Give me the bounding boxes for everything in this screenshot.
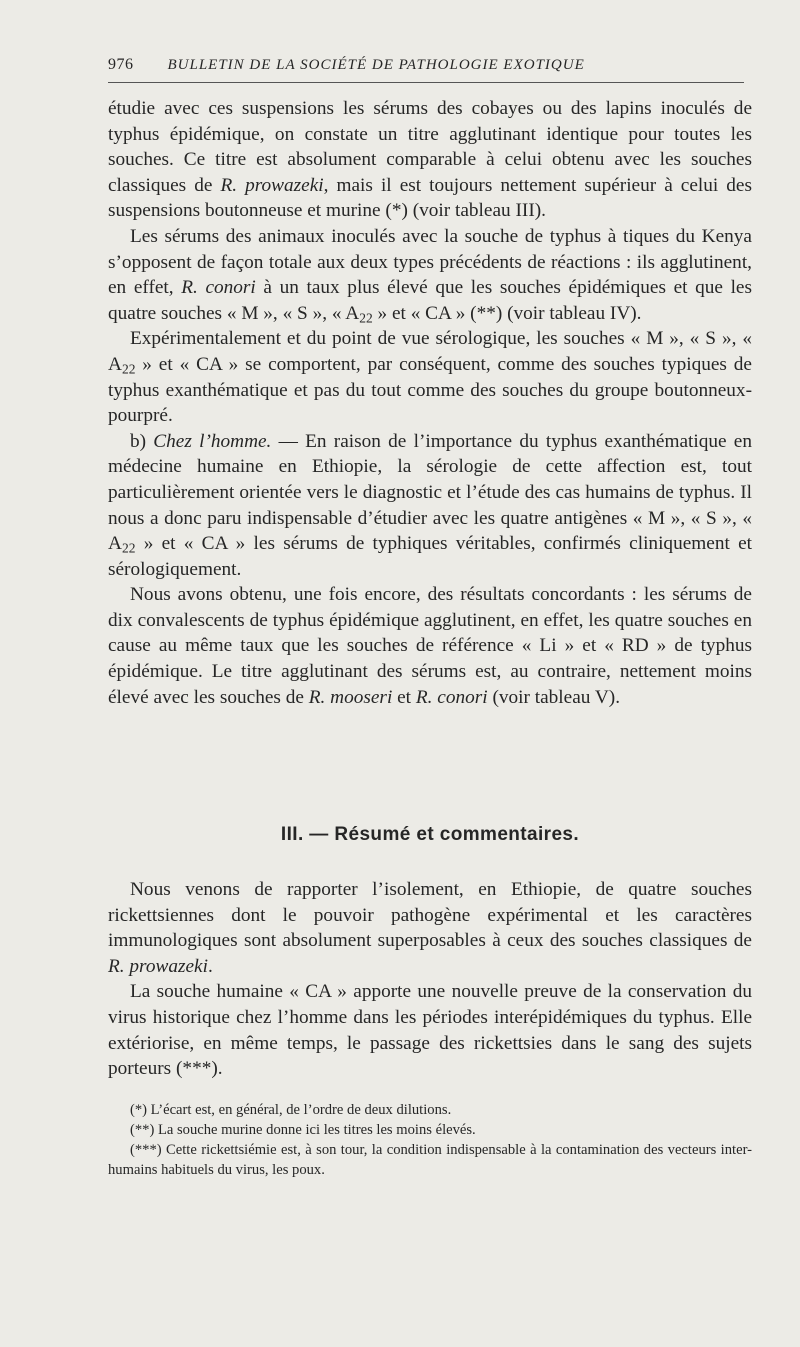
subscript-run: 22 bbox=[121, 361, 136, 377]
paragraph: b) Chez l’homme. — En raison de l’importance du typhus exanthématique en médecine humaine en Ethiopie, la sérologie de cette affection est, tout particulièrement orientée vers le diagnostic et l’étude des cas humains de typhus. Il nous a donc paru indispensable d’étudier avec les quatre antigènes « M », « S », « $A_{22}$ » et « CA » les sérums de typhiques véritables, confirmés cliniquement et sérologiquement. bbox=[108, 430, 752, 580]
italic-run: R. conori bbox=[415, 686, 488, 708]
subscript-run: 22 bbox=[121, 540, 136, 556]
header-rule bbox=[108, 82, 744, 83]
italic-run: Chez l’homme. bbox=[153, 430, 272, 452]
page-number: 976 bbox=[108, 56, 134, 73]
body-text bbox=[108, 96, 752, 710]
italic-run: R. mooseri bbox=[308, 686, 393, 708]
italic-run: R. prowazeki bbox=[108, 955, 208, 977]
footnote: (***) Cette rickettsiémie est, à son tour, la condition indispensable à la contamination des vecteurs inter-humains habituels du virus, les poux. bbox=[108, 1142, 752, 1178]
italic-run: R. prowazeki bbox=[220, 174, 324, 196]
footnotes bbox=[108, 1100, 752, 1180]
section-heading: III. — Résumé et commentaires. bbox=[280, 824, 580, 845]
paragraph: Expérimentalement et du point de vue sérologique, les souches « M », « S », « $A_{22}$ » et « CA » se comportent, par conséquent, comme des souches typiques de typhus exanthématique et pas du tout comme des souches du groupe boutonneux-pourpré. bbox=[108, 328, 752, 427]
journal-title: BULLETIN DE LA SOCIÉTÉ DE PATHOLOGIE EXOTIQUE bbox=[167, 57, 585, 73]
running-header bbox=[108, 56, 744, 74]
paragraph: Nous avons obtenu, une fois encore, des résultats concordants : les sérums de dix convalescents de typhus épidémique agglutinent, en effet, les quatre souches en cause au même taux que les souches de référence « Li » et « RD » de typhus épidémique. Le titre agglutinant des sérums est, au contraire, nettement moins élevé avec les souches de R. mooseri et R. conori (voir tableau V). bbox=[108, 584, 752, 708]
italic-run: R. conori bbox=[181, 277, 256, 299]
paragraph: La souche humaine « CA » apporte une nouvelle preuve de la conservation du virus historique chez l’homme dans les périodes interépidémiques du typhus. Elle extériorise, en même temps, le passage des rickettsies dans le sang des sujets porteurs (***). bbox=[108, 981, 752, 1080]
paragraph: Nous venons de rapporter l’isolement, en Ethiopie, de quatre souches rickettsiennes dont le pouvoir pathogène expérimental et les caractères immunologiques sont absolument superposables à ceux des souches classiques de R. prowazeki. bbox=[108, 879, 752, 977]
footnote: (*) L’écart est, en général, de l’ordre de deux dilutions. bbox=[130, 1102, 452, 1118]
footnote: (**) La souche murine donne ici les titres les moins élevés. bbox=[130, 1122, 476, 1138]
subscript-run: 22 bbox=[359, 310, 373, 326]
summary-text bbox=[108, 877, 752, 1082]
paragraph: Les sérums des animaux inoculés avec la souche de typhus à tiques du Kenya s’opposent de façon totale aux deux types précédents de réactions : ils agglutinent, en effet, R. conori à un taux plus élevé que les souches épidémiques et que les quatre souches « M », « S », « $A_{22}$ » et « CA » (**) (voir tableau IV). bbox=[108, 225, 752, 326]
paragraph: étudie avec ces suspensions les sérums des cobayes ou des lapins inoculés de typhus épidémique, on constate un titre agglutinant identique pour toutes les souches. Ce titre est absolument comparable à celui obtenu avec les souches classiques de R. prowazeki, mais il est toujours nettement supérieur à celui des suspensions boutonneuse et murine (*) (voir tableau III). bbox=[108, 98, 752, 222]
